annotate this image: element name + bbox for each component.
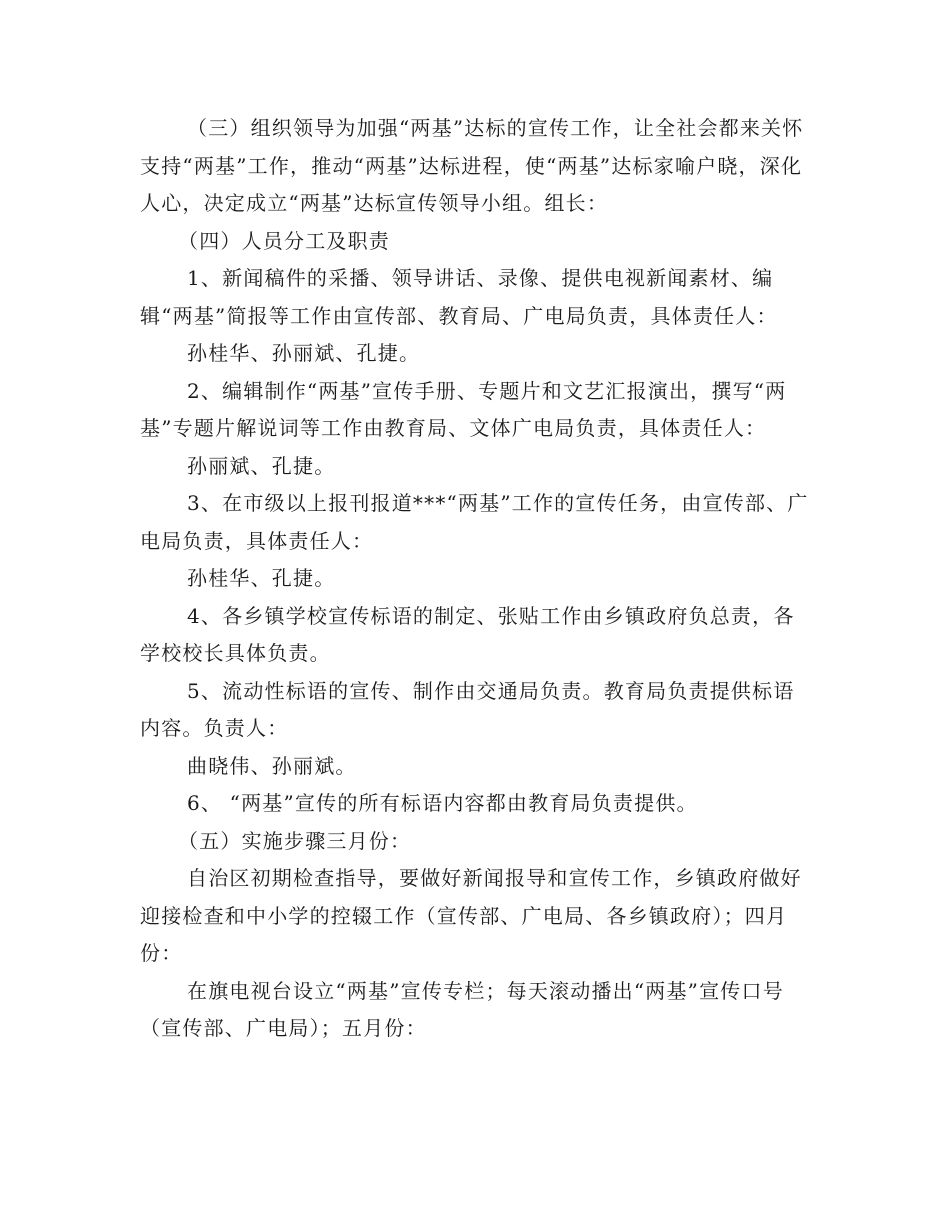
- paragraph-duty-6: 6、 “两基”宣传的所有标语内容都由教育局负责提供。: [187, 791, 698, 815]
- paragraph-duty-2-persons: 孙丽斌、孔捷。: [187, 453, 336, 478]
- paragraph-duty-1: 1、新闻稿件的采播、领导讲话、录像、提供电视新闻素材、编辑“两基”简报等工作由宣传部、教育局、广电局负责，具体责任人：: [140, 266, 778, 328]
- section-heading-staff-duties: （四）人员分工及职责: [178, 228, 390, 253]
- paragraph-march: 自治区初期检查指导，要做好新闻报导和宣传工作，乡镇政府做好迎接检查和中小学的控辍工作（宣传部、广电局、各乡镇政府）；四月份：: [140, 866, 802, 965]
- paragraph-duty-4: 4、各乡镇学校宣传标语的制定、张贴工作由乡镇政府负总责，各学校校长具体负责。: [140, 603, 795, 665]
- paragraph-april: 在旗电视台设立“两基”宣传专栏；每天滚动播出“两基”宣传口号（宣传部、广电局）；五月份：: [140, 978, 784, 1040]
- section-heading-implementation-steps: （五）实施步骤三月份：: [178, 828, 412, 853]
- paragraph-organization-leadership: （三）组织领导为加强“两基”达标的宣传工作，让全社会都来关怀支持“两基”工作，推动“两基”达标进程，使“两基”达标家喻户晓，深化人心，决定成立“两基”达标宣传领导小组。组长：: [140, 116, 804, 215]
- paragraph-duty-2: 2、编辑制作“两基”宣传手册、专题片和文艺汇报演出，撰写“两基”专题片解说词等工作由教育局、文体广电局负责，具体责任人：: [140, 378, 787, 440]
- paragraph-duty-1-persons: 孙桂华、孙丽斌、孔捷。: [187, 341, 421, 365]
- paragraph-duty-3-persons: 孙桂华、孔捷。: [187, 566, 336, 590]
- paragraph-duty-5-persons: 曲晓伟、孙丽斌。: [187, 753, 357, 778]
- paragraph-duty-3: 3、在市级以上报刊报道***“两基”工作的宣传任务，由宣传部、广电局负责，具体责任人：: [140, 491, 809, 553]
- document-body: [140, 110, 810, 1048]
- paragraph-duty-5: 5、流动性标语的宣传、制作由交通局负责。教育局负责提供标语内容。负责人：: [140, 678, 795, 740]
